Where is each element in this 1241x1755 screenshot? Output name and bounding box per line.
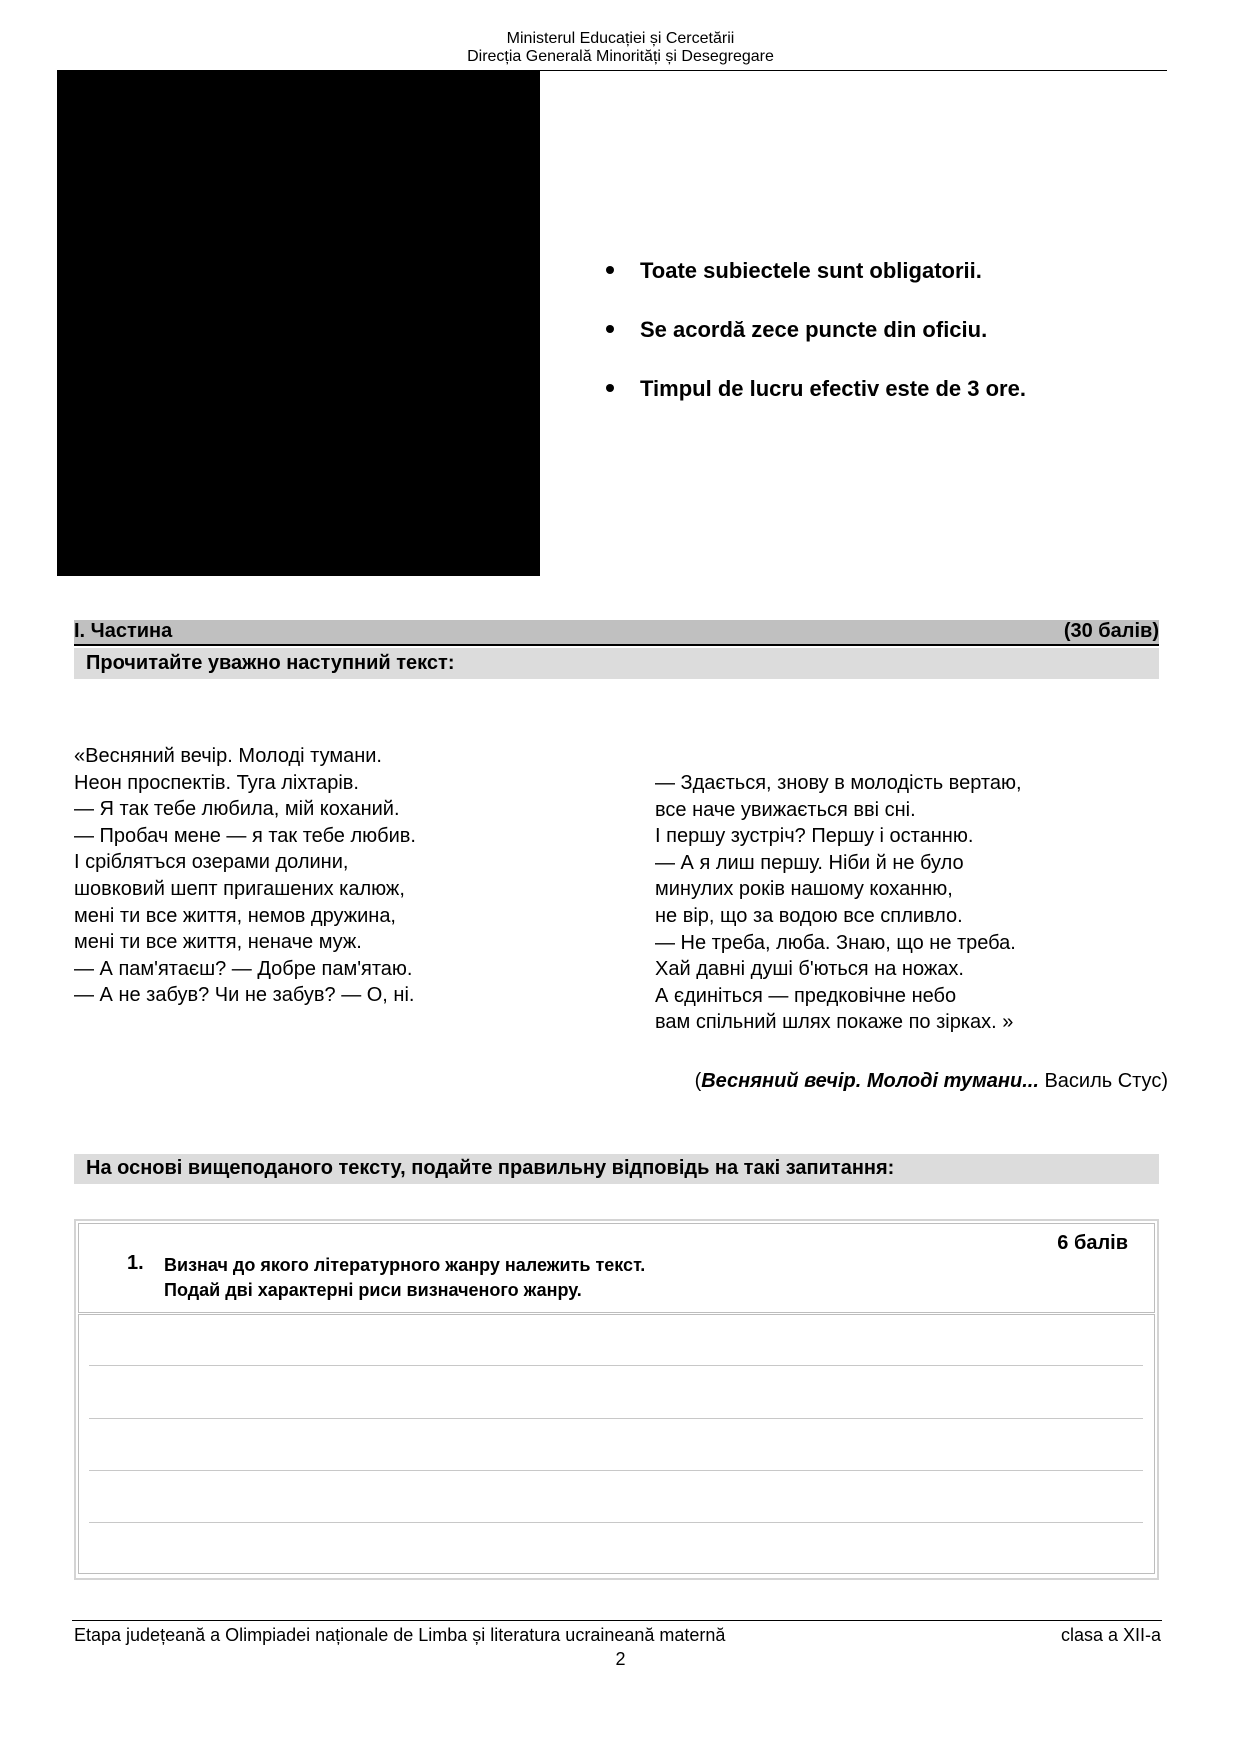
part-points: (30 балів) bbox=[1063, 620, 1159, 642]
answer-line bbox=[89, 1522, 1143, 1523]
poem-source: (Весняний вечір. Молоді тумани... Василь Стус) bbox=[694, 1070, 1168, 1092]
bullet-icon bbox=[606, 325, 614, 333]
source-author: Василь Стус) bbox=[1038, 1070, 1168, 1092]
poem-line: — А пам'ятаєш? — Добре пам'ятаю. bbox=[74, 957, 413, 980]
poem-line: не вір, що за водою все спливло. bbox=[655, 904, 963, 927]
instruction-item: Toate subiectele sunt obligatorii. bbox=[606, 258, 982, 284]
bullet-icon bbox=[606, 266, 614, 274]
bullet-icon bbox=[606, 384, 614, 392]
poem-line: — А не забув? Чи не забув? — О, ні. bbox=[74, 984, 415, 1007]
poem-line: шовковий шепт пригашених калюж, bbox=[74, 877, 405, 900]
poem-line: А єдиніться — предковічне небо bbox=[655, 984, 957, 1007]
poem-line: — Не треба, люба. Знаю, що не треба. bbox=[655, 931, 1016, 954]
part-header-bar bbox=[74, 620, 1159, 646]
answer-line bbox=[89, 1470, 1143, 1471]
question-text-line1: Визнач до якого літературного жанру належить текст. bbox=[164, 1255, 646, 1275]
poem-line: — Пробач мене — я так тебе любив. bbox=[74, 824, 416, 847]
instruction-item: Timpul de lucru efectiv este de 3 ore. bbox=[606, 376, 1026, 402]
poem-line: мені ти все життя, немов дружина, bbox=[74, 904, 396, 927]
poem-line: — Здається, знову в молодість вертаю, bbox=[655, 772, 1022, 794]
poem-line: Хай давні душі б'ються на ножах. bbox=[655, 958, 964, 981]
poem-line: І першу зустріч? Першу і останню. bbox=[655, 825, 974, 848]
footer-grade: clasa a XII-a bbox=[1060, 1625, 1161, 1645]
header-directorate: Direcția Generală Minorități și Desegregare bbox=[467, 48, 774, 65]
poem-line: минулих років нашому коханню, bbox=[655, 878, 953, 901]
poem-line: все наче увижається вві сні. bbox=[655, 798, 916, 821]
instruction-item: Se acordă zece puncte din oficiu. bbox=[606, 317, 987, 343]
poem-line: І сріблятъся озерами долини, bbox=[74, 851, 349, 874]
poem-line: мені ти все життя, неначе муж. bbox=[74, 931, 362, 954]
poem-line: — А я лиш першу. Ніби й не було bbox=[655, 851, 964, 874]
questions-prompt: На основі вищеподаного тексту, подайте правильну відповідь на такі запитання: bbox=[86, 1157, 895, 1179]
footer-rule bbox=[72, 1620, 1162, 1621]
poem-line: — Я так тебе любила, мій коханий. bbox=[74, 798, 400, 821]
question-text-line2: Подай дві характерні риси визначеного жанру. bbox=[164, 1280, 582, 1300]
read-prompt: Прочитайте уважно наступний текст: bbox=[86, 652, 455, 674]
header-ministry: Ministerul Educației și Cercetării bbox=[506, 30, 735, 47]
poem-right-column bbox=[655, 770, 1022, 1036]
poem-line: «Весняний вечір. Молоді тумани. bbox=[74, 745, 382, 767]
read-prompt-bar bbox=[74, 648, 1159, 679]
answer-line bbox=[89, 1418, 1143, 1419]
answer-line bbox=[89, 1365, 1143, 1366]
question-1-box bbox=[74, 1219, 1159, 1580]
question-points: 6 балів bbox=[1057, 1232, 1128, 1254]
poem-line: Неон проспектів. Туга ліхтарів. bbox=[74, 771, 359, 794]
questions-prompt-bar bbox=[74, 1154, 1159, 1184]
poem-line: вам спільний шлях покаже по зірках. » bbox=[655, 1011, 1014, 1034]
page-number: 2 bbox=[615, 1649, 626, 1669]
question-number: 1. bbox=[127, 1252, 144, 1274]
question-1-header bbox=[78, 1223, 1155, 1313]
source-title: Весняний вечір. Молоді тумани... bbox=[701, 1070, 1039, 1092]
redacted-block bbox=[57, 71, 540, 576]
part-title: I. Частина bbox=[74, 620, 173, 642]
answer-area[interactable] bbox=[78, 1314, 1155, 1574]
footer-exam-title: Etapa județeană a Olimpiadei naționale de Limba și literatura ucraineană maternă bbox=[74, 1625, 726, 1645]
instructions-list bbox=[606, 258, 1166, 418]
poem-left-column bbox=[74, 743, 416, 1009]
